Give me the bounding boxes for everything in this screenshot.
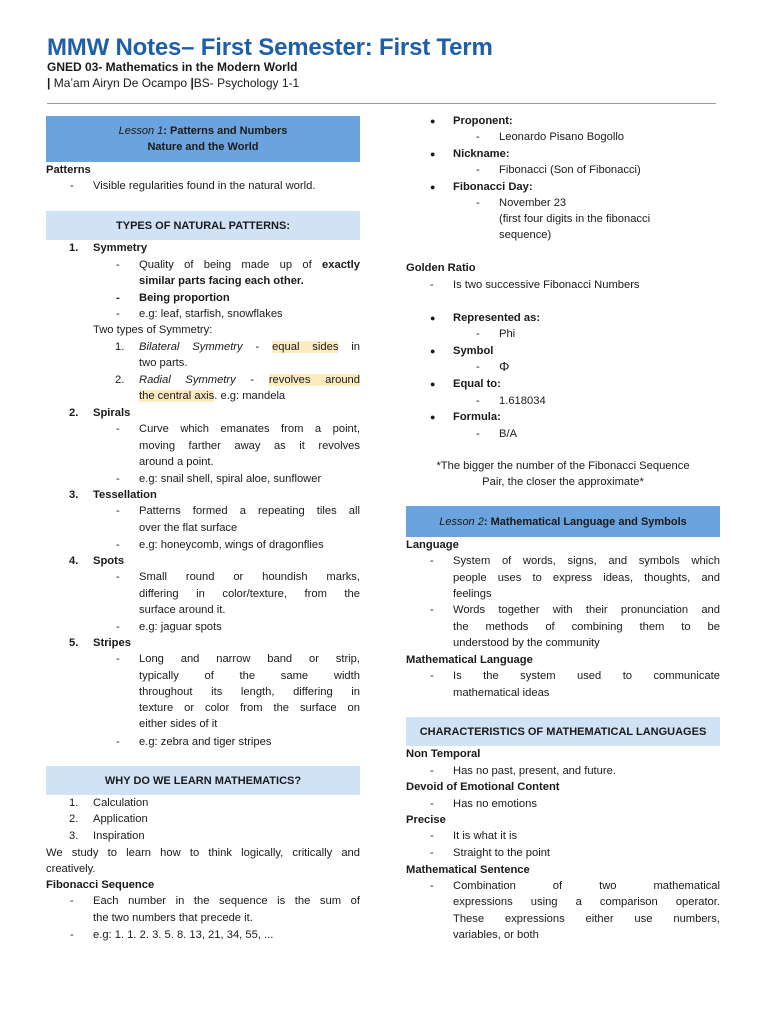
dash-marker: - bbox=[430, 880, 434, 892]
text-line: Small round or houndish marks, bbox=[139, 571, 360, 583]
text-span: mathematical ideas bbox=[453, 687, 550, 699]
dash-marker: - bbox=[476, 395, 480, 407]
text-span: the two numbers that precede it. bbox=[93, 912, 253, 924]
dash-marker: - bbox=[116, 259, 120, 271]
item-number: 1. bbox=[69, 242, 79, 254]
text-span: (first four digits in the fibonacci bbox=[499, 213, 651, 225]
text-span: typically of the same width bbox=[139, 670, 360, 682]
bullet-marker: ● bbox=[430, 116, 436, 126]
text-span: feelings bbox=[453, 588, 492, 600]
text-span: It is what it is bbox=[453, 830, 518, 842]
text-line: Each number in the sequence is the sum of bbox=[93, 895, 360, 907]
dash-marker: - bbox=[70, 180, 74, 192]
item-number: 4. bbox=[69, 555, 79, 567]
text-span: Has no emotions bbox=[453, 798, 537, 810]
text-span: expressions using a comparison operator. bbox=[453, 896, 720, 908]
text-span: Bilateral Symmetry bbox=[139, 341, 243, 353]
text-span: - bbox=[235, 374, 269, 386]
text-line: Is the system used to communicate bbox=[453, 670, 720, 682]
text-span: surface around it. bbox=[139, 604, 226, 616]
precise-heading: Precise bbox=[406, 814, 446, 826]
dash-marker: - bbox=[476, 361, 480, 373]
patterns-heading: Patterns bbox=[46, 164, 91, 176]
text-span: moving farther away as it revolves bbox=[139, 440, 360, 452]
text-span: B/A bbox=[499, 428, 518, 440]
note-line: Pair, the closer the approximate* bbox=[482, 476, 644, 488]
dash-marker: - bbox=[476, 197, 480, 209]
item-heading: Represented as: bbox=[453, 312, 541, 324]
text-span: . e.g: mandela bbox=[214, 390, 286, 402]
lesson1-banner bbox=[46, 116, 360, 162]
dash-marker: - bbox=[116, 653, 120, 665]
dash-marker: - bbox=[116, 736, 120, 748]
item-heading: Symmetry bbox=[93, 242, 148, 254]
dash-marker: - bbox=[430, 555, 434, 567]
separator-bar: | bbox=[47, 76, 51, 90]
text-span: Being proportion bbox=[139, 292, 230, 304]
dash-marker: - bbox=[430, 798, 434, 810]
text-span: people uses to express ideas, thoughts, and bbox=[453, 572, 720, 584]
text-span: similar parts facing each other. bbox=[139, 275, 304, 287]
dash-marker: - bbox=[116, 473, 120, 485]
dash-marker: - bbox=[116, 571, 120, 583]
item-number: 5. bbox=[69, 637, 79, 649]
text-span: e.g: jaguar spots bbox=[139, 621, 222, 633]
types-banner: TYPES OF NATURAL PATTERNS: bbox=[46, 211, 360, 240]
text-line bbox=[139, 372, 360, 388]
characteristics-banner: CHARACTERISTICS OF MATHEMATICAL LANGUAGES bbox=[406, 717, 720, 746]
text-line bbox=[139, 257, 360, 273]
math-sentence-heading: Mathematical Sentence bbox=[406, 864, 530, 876]
dash-marker: - bbox=[430, 847, 434, 859]
header-divider bbox=[47, 103, 716, 104]
lesson2-title: : Mathematical Language and Symbols bbox=[483, 515, 687, 528]
text-span: throughout its length, differing in bbox=[139, 686, 360, 698]
item-heading: Tessellation bbox=[93, 489, 157, 501]
dash-marker: - bbox=[430, 670, 434, 682]
lesson1-line2: Nature and the World bbox=[147, 141, 259, 153]
item-number: 1. bbox=[115, 341, 125, 353]
text-span: Two types of Symmetry: bbox=[93, 324, 213, 336]
non-temporal-heading: Non Temporal bbox=[406, 748, 481, 760]
course-subtitle: GNED 03- Mathematics in the Modern World bbox=[47, 60, 298, 74]
text-span: e.g: honeycomb, wings of dragonflies bbox=[139, 539, 324, 551]
text-span: Phi bbox=[499, 328, 516, 340]
item-heading: Stripes bbox=[93, 637, 131, 649]
text-span: Application bbox=[93, 813, 148, 825]
phi-symbol: Φ bbox=[499, 359, 510, 374]
text-span: e.g: snail shell, spiral aloe, sunflower bbox=[139, 473, 322, 485]
text-line: Patterns formed a repeating tiles all bbox=[139, 505, 360, 517]
text-line: Curve which emanates from a point, bbox=[139, 423, 360, 435]
dash-marker: - bbox=[116, 505, 120, 517]
dash-marker: - bbox=[430, 279, 434, 291]
item-heading: Equal to: bbox=[453, 378, 501, 390]
item-number: 2. bbox=[69, 813, 79, 825]
lesson2-banner bbox=[406, 506, 720, 537]
dash-marker: - bbox=[116, 292, 120, 304]
dash-marker: - bbox=[116, 308, 120, 320]
bullet-marker: ● bbox=[430, 313, 436, 323]
lesson1-label: Lesson 1 bbox=[118, 125, 164, 137]
dash-marker: - bbox=[116, 621, 120, 633]
text-span: Fibonacci (Son of Fibonacci) bbox=[499, 164, 641, 176]
why-banner: WHY DO WE LEARN MATHEMATICS? bbox=[46, 766, 360, 795]
text-span: Calculation bbox=[93, 797, 149, 809]
text-line bbox=[139, 339, 360, 355]
fibonacci-heading: Fibonacci Sequence bbox=[46, 879, 155, 891]
dash-marker: - bbox=[430, 604, 434, 616]
text-span: either sides of it bbox=[139, 718, 218, 730]
text-line: Combination of two mathematical bbox=[453, 880, 720, 892]
dash-marker: - bbox=[476, 164, 480, 176]
devoid-heading: Devoid of Emotional Content bbox=[406, 781, 560, 793]
text-span: Has no past, present, and future. bbox=[453, 765, 616, 777]
text-span: in bbox=[338, 341, 360, 353]
text-span: November 23 bbox=[499, 197, 567, 209]
text-span: Straight to the point bbox=[453, 847, 551, 859]
item-heading: Symbol bbox=[453, 345, 494, 357]
text-span: These expressions either use numbers, bbox=[453, 913, 720, 925]
note-line: *The bigger the number of the Fibonacci Sequence bbox=[436, 460, 690, 472]
text-span: Radial Symmetry bbox=[139, 374, 236, 386]
teacher-name: Ma’am Airyn De Ocampo bbox=[53, 76, 188, 90]
text-line: Long and narrow band or strip, bbox=[139, 653, 360, 665]
text-span: understood by the community bbox=[453, 637, 600, 649]
text-span: around a point. bbox=[139, 456, 214, 468]
dash-marker: - bbox=[476, 131, 480, 143]
bullet-marker: ● bbox=[430, 379, 436, 389]
lesson2-line bbox=[439, 514, 687, 530]
text-span: two parts. bbox=[139, 357, 188, 369]
dash-marker: - bbox=[70, 895, 74, 907]
bullet-marker: ● bbox=[430, 346, 436, 356]
text-span: sequence) bbox=[499, 229, 552, 241]
item-heading: Formula: bbox=[453, 411, 501, 423]
item-number: 2. bbox=[69, 407, 79, 419]
dash-marker: - bbox=[70, 929, 74, 941]
item-heading: Proponent: bbox=[453, 115, 513, 127]
text-span: texture or color from the surface on bbox=[139, 702, 360, 714]
item-number: 3. bbox=[69, 830, 79, 842]
bullet-marker: ● bbox=[430, 149, 436, 159]
text-span: Quality of being made up of bbox=[139, 259, 323, 271]
text-span: Leonardo Pisano Bogollo bbox=[499, 131, 625, 143]
text-span: We study to learn how to think logically, critically and bbox=[46, 847, 360, 859]
text-line: creatively. bbox=[46, 863, 96, 875]
math-language-heading: Mathematical Language bbox=[406, 654, 533, 666]
lesson2-label: Lesson 2 bbox=[439, 515, 484, 528]
text-span: 1.618034 bbox=[499, 395, 546, 407]
language-heading: Language bbox=[406, 539, 459, 551]
dash-marker: - bbox=[116, 539, 120, 551]
dash-marker: - bbox=[430, 765, 434, 777]
lesson1-line1 bbox=[119, 123, 288, 139]
item-heading: Nickname: bbox=[453, 148, 510, 160]
text-line bbox=[139, 388, 285, 404]
text-line: System of words, signs, and symbols which bbox=[453, 555, 720, 567]
text-span: variables, or both bbox=[453, 929, 539, 941]
text-span: Inspiration bbox=[93, 830, 145, 842]
golden-ratio-heading: Golden Ratio bbox=[406, 262, 476, 274]
page-title: MMW Notes– First Semester: First Term bbox=[47, 34, 493, 61]
text-span: e.g: zebra and tiger stripes bbox=[139, 736, 272, 748]
lesson1-title: : Patterns and Numbers bbox=[163, 125, 288, 137]
item-number: 1. bbox=[69, 797, 79, 809]
text-span: exactly bbox=[322, 259, 360, 271]
patterns-definition: Visible regularities found in the natural world. bbox=[93, 180, 316, 192]
section-name: BS- Psychology 1-1 bbox=[193, 76, 300, 90]
byline bbox=[47, 75, 299, 91]
bullet-marker: ● bbox=[430, 412, 436, 422]
dash-marker: - bbox=[476, 428, 480, 440]
highlight: revolves around bbox=[268, 374, 360, 386]
dash-marker: - bbox=[116, 423, 120, 435]
text-span: e.g: leaf, starfish, snowflakes bbox=[139, 308, 283, 320]
item-number: 3. bbox=[69, 489, 79, 501]
text-line: Words together with their pronunciation and bbox=[453, 604, 720, 616]
item-heading: Spirals bbox=[93, 407, 131, 419]
text-span: Is two successive Fibonacci Numbers bbox=[453, 279, 640, 291]
highlight: the central axis bbox=[139, 390, 215, 402]
dash-marker: - bbox=[430, 830, 434, 842]
item-heading: Spots bbox=[93, 555, 125, 567]
text-span: over the flat surface bbox=[139, 522, 238, 534]
text-span: - bbox=[242, 341, 273, 353]
bullet-marker: ● bbox=[430, 182, 436, 192]
separator-bar: | bbox=[190, 76, 194, 90]
item-heading: Fibonacci Day: bbox=[453, 181, 533, 193]
text-span: e.g: 1. 1. 2. 3. 5. 8. 13, 21, 34, 55, ... bbox=[93, 929, 274, 941]
text-span: the methods of combining them to be bbox=[453, 621, 720, 633]
dash-marker: - bbox=[476, 328, 480, 340]
item-number: 2. bbox=[115, 374, 125, 386]
highlight: equal sides bbox=[272, 341, 339, 353]
text-span: differing in color/texture, from the bbox=[139, 588, 360, 600]
